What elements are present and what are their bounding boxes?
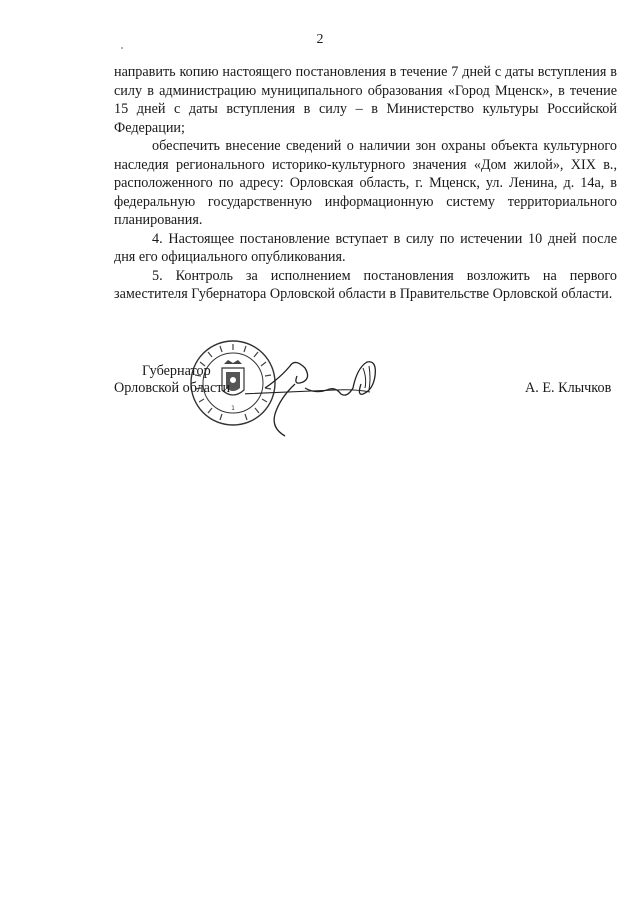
page-number: 2 <box>316 32 324 47</box>
signature-block <box>0 340 640 450</box>
scan-speck <box>121 47 123 49</box>
signer-title-line-1: Губернатор <box>142 363 211 379</box>
svg-text:1: 1 <box>231 405 235 412</box>
handwritten-signature-icon <box>245 348 395 448</box>
paragraph-1: направить копию настоящего постановления в течение 7 дней с даты вступления в силу в администрацию муниципального образования «Город Мценск», в течение 15 дней с даты вступления в силу – в Министерство культуры Российской Федерации; <box>114 64 617 136</box>
paragraph-3: 4. Настоящее постановление вступает в силу по истечении 10 дней после дня его официального опубликования. <box>114 230 617 265</box>
body-text <box>114 63 617 304</box>
signer-title-line-2: Орловской области <box>114 380 231 396</box>
paragraph-4: 5. Контроль за исполнением постановления возложить на первого заместителя Губернатора Орловской области в Правительстве Орловской области. <box>114 267 617 302</box>
paragraph-2: обеспечить внесение сведений о наличии зон охраны объекта культурного наследия регионального историко-культурного значения «Дом жилой», XIX в., расположенного по адресу: Орловская область, г. Мценск, ул. Ленина, д. 14а, в федеральную государственную информационную систему территориального планирования. <box>114 138 617 228</box>
signer-name: А. Е. Клычков <box>525 380 612 396</box>
